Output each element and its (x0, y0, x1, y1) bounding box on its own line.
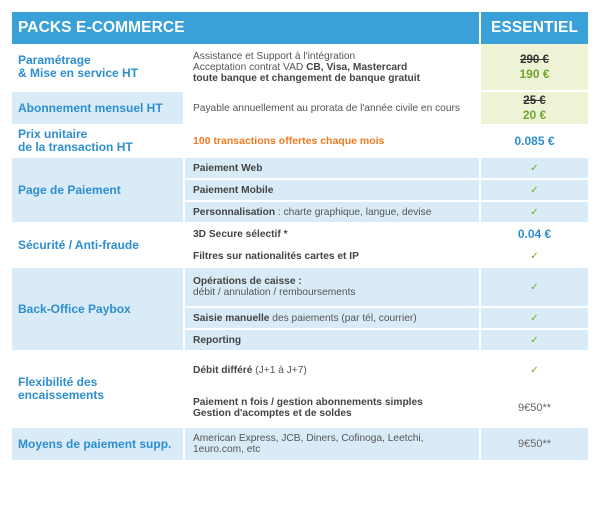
feature-text-bold: Paiement Mobile (193, 184, 274, 196)
feature-text-highlight: 100 transactions offertes chaque mois (193, 134, 385, 147)
new-price: 20 € (522, 107, 547, 122)
value-cell (479, 352, 588, 390)
price-cell (479, 92, 588, 126)
feature-text-bold: Filtres sur nationalités cartes et IP (193, 250, 359, 262)
feature-text: Acceptation contrat VAD (193, 61, 307, 73)
category-label: Paramétrage & Mise en service HT (12, 44, 183, 92)
feature-text: débit / annulation / remboursements (193, 287, 356, 298)
table-row (12, 224, 588, 246)
value-cell (479, 224, 588, 246)
value-cell (479, 428, 588, 462)
new-price: 190 € (519, 66, 550, 81)
check-icon: ✓ (530, 282, 539, 293)
feature-text: American Express, JCB, Diners, Cofinoga, Leetchi, 1euro.com, etc (183, 428, 479, 462)
old-price: 25 € (523, 94, 546, 107)
feature-text-bold: Paiement n fois / gestion abonnements simples (193, 397, 423, 408)
value-cell (479, 268, 588, 308)
unit-price: 0.085 € (514, 134, 555, 148)
check-icon: ✓ (530, 365, 539, 376)
table-row (12, 428, 588, 462)
table-row (12, 92, 588, 126)
value-cell (479, 330, 588, 352)
feature-text-bold: Paiement Web (193, 162, 263, 174)
feature-text: des paiements (par tél, courrier) (269, 312, 417, 324)
value-cell (479, 158, 588, 180)
feature-cell (183, 44, 479, 92)
feature-cell (183, 308, 479, 330)
feature-cell (183, 330, 479, 352)
option-price: 9€50** (517, 402, 552, 414)
feature-cell (183, 158, 479, 180)
category-label: Sécurité / Anti-fraude (12, 224, 183, 268)
feature-cell (183, 126, 479, 158)
price-cell (479, 44, 588, 92)
category-label: Moyens de paiement supp. (12, 428, 183, 462)
category-label: Prix unitaire de la transaction HT (12, 126, 183, 158)
feature-text: (J+1 à J+7) (252, 364, 307, 376)
check-icon: ✓ (530, 251, 539, 262)
check-icon: ✓ (530, 335, 539, 346)
feature-text-bold: Gestion d'acomptes et de soldes (193, 408, 352, 419)
value-cell (479, 180, 588, 202)
feature-cell (183, 202, 479, 224)
value-cell (479, 202, 588, 224)
check-icon: ✓ (530, 207, 539, 218)
feature-text-bold: Reporting (193, 334, 242, 346)
check-icon: ✓ (530, 163, 539, 174)
feature-cell (183, 352, 479, 390)
category-label: Abonnement mensuel HT (12, 92, 183, 126)
category-label: Back-Office Paybox (12, 268, 183, 352)
feature-cell (183, 224, 479, 246)
feature-cell (183, 246, 479, 268)
feature-text: Assistance et Support à l'intégration (193, 50, 356, 62)
old-price: 290 € (520, 53, 549, 66)
table-row (12, 268, 588, 308)
table-row (12, 126, 588, 158)
category-label: Flexibilité des encaissements (12, 352, 183, 428)
table-row (12, 352, 588, 390)
feature-text: : charte graphique, langue, devise (275, 206, 432, 218)
category-label: Page de Paiement (12, 158, 183, 224)
feature-text-bold: Personnalisation (193, 206, 276, 218)
pricing-table-container (12, 12, 588, 462)
feature-cell (183, 268, 479, 308)
table-row (12, 158, 588, 180)
secure-price: 0.04 € (517, 227, 552, 241)
table-title: PACKS E-COMMERCE (12, 12, 479, 44)
check-icon: ✓ (530, 185, 539, 196)
pricing-table (12, 12, 588, 462)
feature-text-bold: Opérations de caisse : (193, 276, 302, 287)
plan-name: ESSENTIEL (479, 12, 588, 44)
value-cell (479, 246, 588, 268)
table-header-row (12, 12, 588, 44)
feature-text-bold: 3D Secure sélectif * (193, 228, 288, 240)
value-cell (479, 308, 588, 330)
feature-text: Payable annuellement au prorata de l'année civile en cours (183, 92, 479, 126)
feature-text-bold: toute banque et changement de banque gratuit (193, 72, 420, 84)
feature-cell (183, 180, 479, 202)
feature-text-bold: Débit différé (193, 364, 253, 376)
feature-cell (183, 390, 479, 428)
table-row (12, 44, 588, 92)
check-icon: ✓ (530, 313, 539, 324)
value-cell (479, 390, 588, 428)
feature-text-bold: Saisie manuelle (193, 312, 270, 324)
value-cell (479, 126, 588, 158)
feature-text-bold: CB, Visa, Mastercard (306, 61, 408, 73)
option-price: 9€50** (517, 438, 552, 450)
